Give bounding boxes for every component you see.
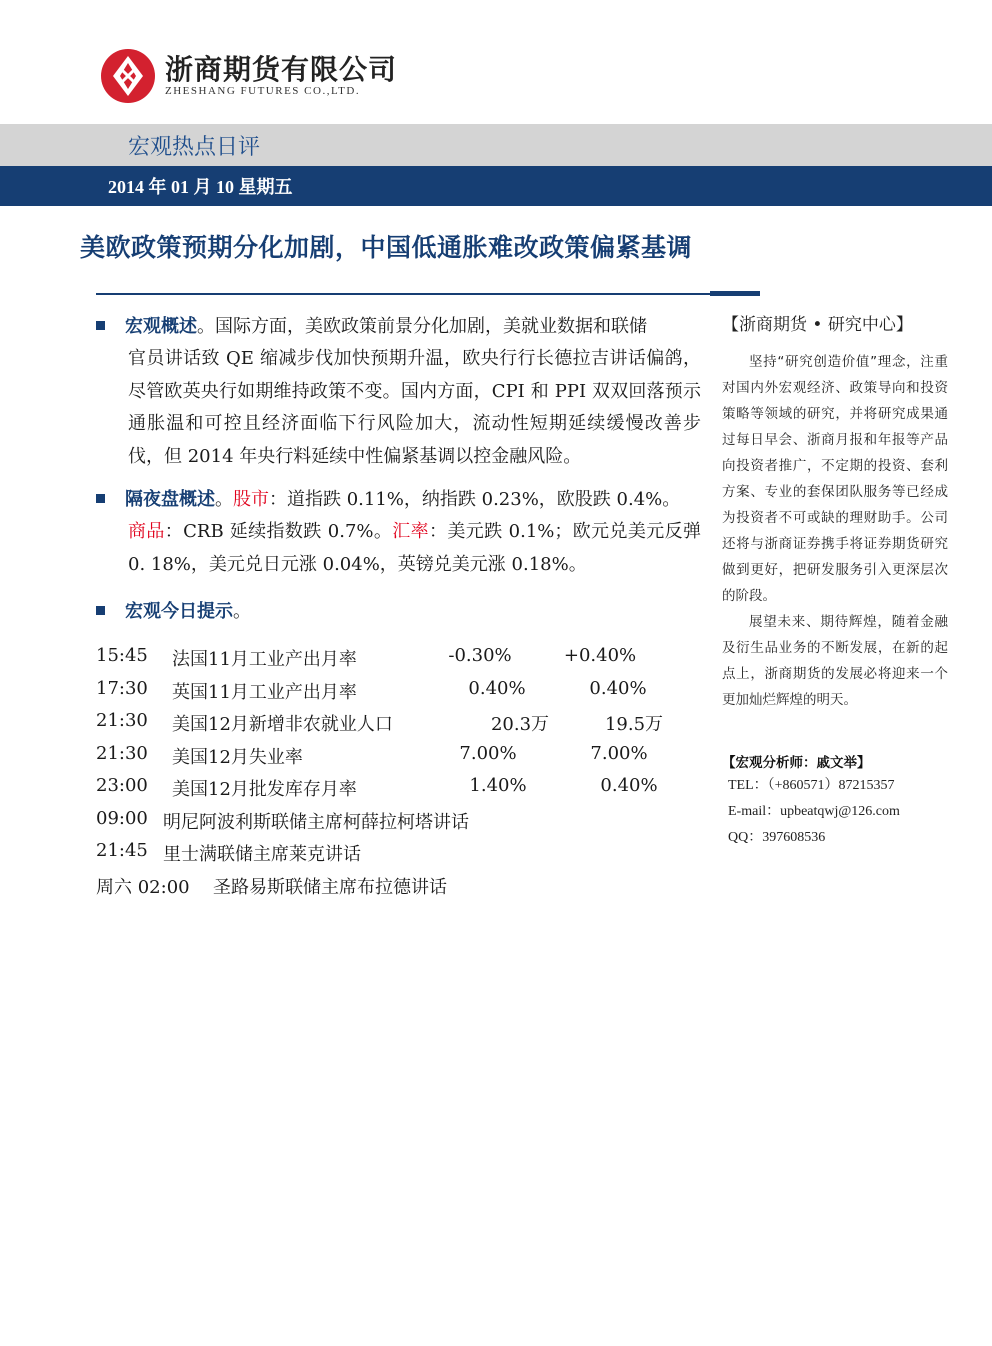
event-name: 圣路易斯联储主席布拉德讲话 [213, 876, 447, 898]
event-row [96, 804, 706, 837]
event-previous: 20.3万 [490, 714, 550, 735]
sidebar-intro: 坚持“研究创造价值”理念，注重对国内外宏观经济、政策导向和投资策略等领域的研究，并将研究成果通过每日早会、浙商月报和年报等产品向投资者推广，不定期的投资、套利方案、专业的套保团队服务等已经成为投资者不可或缺的理财助手。公司还将与浙商证券携手将证券期货研究做到更好，把研发服务引入更深层次的阶段。 [722, 354, 948, 604]
event-previous: 1.40% [469, 775, 527, 796]
research-center-sidebar [722, 310, 948, 851]
overnight-body [96, 516, 701, 581]
event-time: 23:00 [96, 775, 148, 796]
event-row [96, 674, 706, 707]
macro-overview-heading: 宏观概述 [125, 316, 197, 337]
event-forecast: 7.00% [590, 742, 648, 764]
overnight-heading: 隔夜盘概述 [125, 489, 215, 510]
analyst-qq: QQ：397608536 [728, 830, 826, 845]
event-row [96, 706, 706, 739]
commodities-label: 商品 [128, 521, 165, 543]
sidebar-title: 【浙商期货 • 研究中心】 [722, 315, 913, 335]
headline-divider-accent [710, 291, 760, 296]
company-name-cn: 浙商期货有限公司 [165, 53, 398, 86]
macro-overview-section [96, 311, 701, 473]
report-type-band [0, 124, 992, 166]
macro-overview-text: 官员讲话致 QE 缩减步伐加快预期升温，欧央行行长德拉吉讲话偏鸽，尽管欧英央行如期维持政策不变。国内方面，CPI 和 PPI 双双回落预示通胀温和可控且经济面临下行风险加大，流动性短期延续缓慢改善步伐，但 2014 年央行料延续中性偏紧基调以控金融风险。 [128, 348, 701, 467]
bullet-square-icon [96, 494, 105, 503]
company-name-en: ZHESHANG FUTURES CO.,LTD. [165, 85, 361, 97]
overnight-section [96, 484, 701, 581]
event-time: 15:45 [96, 645, 148, 666]
event-row [96, 869, 706, 902]
analyst-contact [722, 773, 948, 851]
macro-overview-first-line: 。国际方面，美欧政策前景分化加剧，美就业数据和联储 [197, 316, 647, 337]
event-forecast: +0.40% [563, 645, 637, 666]
event-previous: 7.00% [459, 742, 517, 764]
analyst-name: 【宏观分析师：戚文举】 [722, 755, 871, 771]
event-previous: 0.40% [468, 677, 526, 699]
event-time: 09:00 [96, 807, 148, 829]
event-name: 美国12月新增非农就业人口 [172, 714, 393, 735]
stocks-label: 股市 [233, 489, 269, 510]
company-logo-icon [100, 48, 156, 104]
event-name: 英国11月工业产出月率 [172, 681, 357, 703]
today-section [96, 596, 701, 628]
stocks-text: ：道指跌 0.11%，纳指跌 0.23%，欧股跌 0.4%。 [269, 489, 681, 510]
event-row [96, 739, 706, 772]
report-headline: 美欧政策预期分化加剧，中国低通胀难改政策偏紧基调 [80, 233, 693, 262]
event-time: 21:45 [96, 840, 148, 861]
date-band [0, 166, 992, 206]
today-heading-dot: 。 [233, 601, 251, 622]
event-time: 17:30 [96, 677, 148, 699]
bullet-square-icon [96, 321, 105, 330]
event-row [96, 836, 706, 869]
event-time: 21:30 [96, 710, 148, 731]
analyst-email[interactable]: E-mail：upbeatqwj@126.com [728, 804, 900, 819]
event-forecast: 19.5万 [604, 714, 664, 735]
event-row [96, 771, 706, 804]
event-forecast: 0.40% [600, 775, 658, 796]
event-name: 明尼阿波利斯联储主席柯薛拉柯塔讲话 [163, 811, 469, 833]
event-name: 法国11月工业产出月率 [172, 649, 357, 670]
event-forecast: 0.40% [589, 677, 647, 699]
event-row [96, 641, 706, 674]
overnight-heading-dot: 。 [215, 489, 233, 510]
report-type: 宏观热点日评 [128, 135, 261, 160]
event-time: 21:30 [96, 742, 148, 764]
today-heading: 宏观今日提示 [125, 601, 233, 622]
event-name: 里士满联储主席莱克讲话 [163, 844, 361, 865]
event-time: 周六 02:00 [96, 876, 190, 898]
event-name: 美国12月批发库存月率 [172, 779, 357, 800]
event-previous: -0.30% [448, 645, 512, 666]
analyst-tel: TEL：（+860571）87215357 [728, 778, 895, 793]
event-name: 美国12月失业率 [172, 746, 303, 768]
headline-divider [96, 293, 760, 295]
report-date: 2014 年 01 月 10 星期五 [108, 177, 293, 197]
fx-text: ：美元跌 0.1%；欧元兑美元反弹 0. 18%，美元兑日元涨 0.04%，英镑兑美元涨 0.18%。 [128, 521, 702, 575]
bullet-square-icon [96, 606, 105, 615]
fx-label: 汇率 [392, 521, 430, 543]
event-calendar [96, 641, 706, 901]
sidebar-outlook: 展望未来、期待辉煌，随着金融及衍生品业务的不断发展，在新的起点上，浙商期货的发展必将迎来一个更加灿烂辉煌的明天。 [722, 614, 948, 708]
commodities-text: ：CRB 延续指数跌 0.7%。 [164, 521, 393, 543]
